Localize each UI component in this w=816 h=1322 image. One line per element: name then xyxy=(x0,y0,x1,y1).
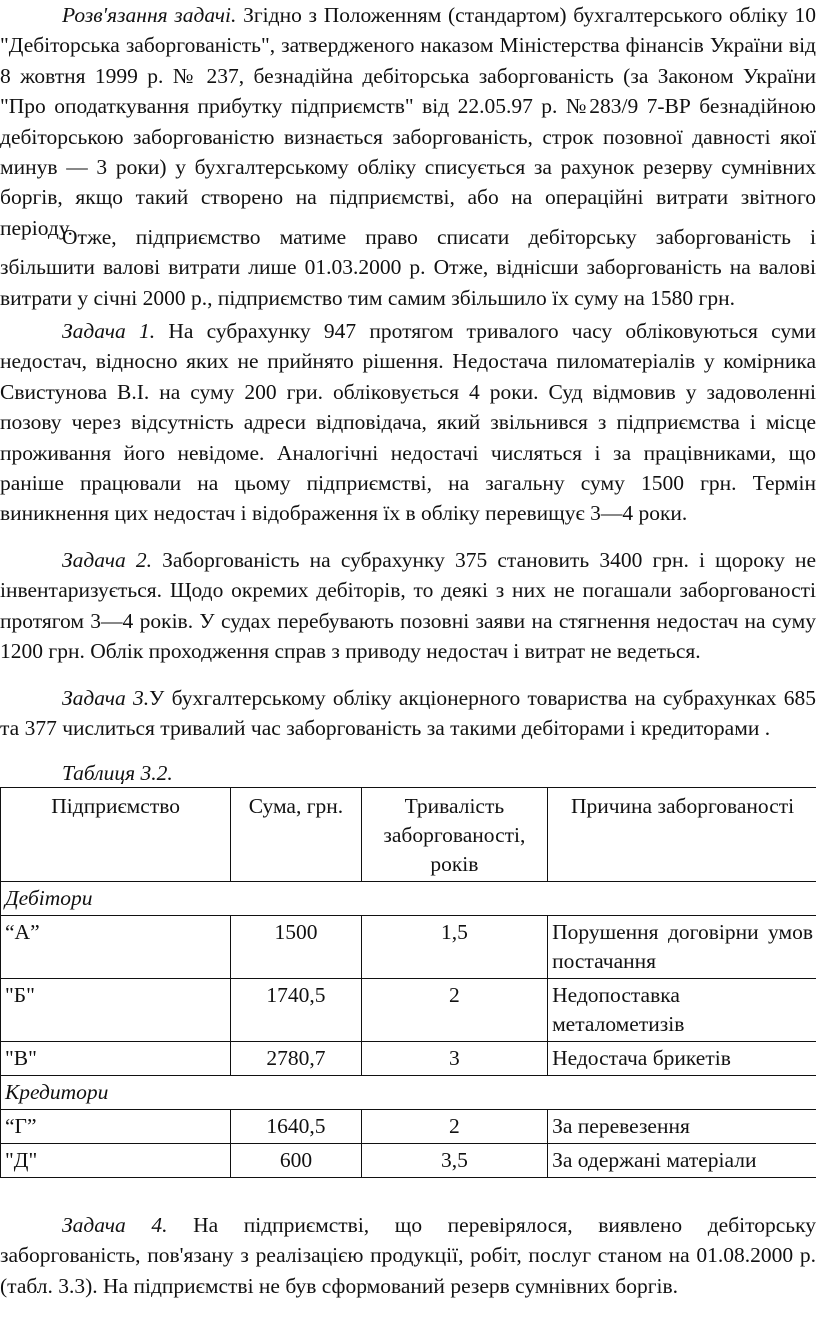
group-label-creditors: Кредитори xyxy=(1,1076,816,1110)
cell-enterprise: "Д" xyxy=(1,1144,231,1178)
cell-enterprise: “Г” xyxy=(1,1110,231,1144)
task1-text: На субрахунку 947 протягом тривалого часу обліковуються суми недостач, відносно яких не прийнято рішення. Недостача пиломатеріалів у комірника Свистунова В.І. на суму 200 гри. обліковується 4 роки. Суд відмовив у задоволенні позову через відсутність адреси відповідача, який звільнився з підприємства і місце проживання його невідоме. Аналогічні недостачі числяться і за працівниками, що раніше працювали на цьому підприємстві, на загальну суму 1500 грн. Термін виникнення цих недостач і відображення їх в обліку перевищує 3—4 роки. xyxy=(0,319,816,526)
cell-sum: 1640,5 xyxy=(231,1110,361,1144)
header-reason: Причина заборгованості xyxy=(548,788,816,882)
cell-sum: 1500 xyxy=(231,916,361,979)
cell-sum: 2780,7 xyxy=(231,1042,361,1076)
table-row xyxy=(1,1110,816,1144)
solution-label: Розв'язання задачі. xyxy=(62,3,237,27)
cell-reason: Недопоставка металометизів xyxy=(548,979,816,1042)
table-header-row xyxy=(1,788,816,882)
group-row-debtors xyxy=(1,882,816,916)
task2-paragraph xyxy=(0,545,816,667)
header-enterprise: Підприємство xyxy=(1,788,231,882)
solution-paragraph xyxy=(0,0,816,243)
cell-years: 3,5 xyxy=(361,1144,547,1178)
task1-label: Задача 1. xyxy=(62,319,156,343)
header-duration: Тривалість заборгованості, років xyxy=(361,788,547,882)
solution-text: Згідно з Положенням (стандартом) бухгалтерського обліку 10 "Дебіторська заборгованість", затвердженого наказом Міністерства фінансів України від 8 жовтня 1999 р. № 237, безнадійна дебіторська заборгованість (за Законом України "Про оподаткування прибутку підприємств" від 22.05.97 р. №283/9 7-ВР безнадійною дебіторською заборгованістю визнається заборгованість, строк позовної давності якої минув — 3 роки) у бухгалтерському обліку списується за рахунок резерву сумнівних боргів, якщо такий створено на підприємстві, або на операційні витрати звітного періоду. xyxy=(0,3,816,240)
cell-reason: Порушення договірни умов постачання xyxy=(548,916,816,979)
task3-text: У бухгалтерському обліку акціонерного товариства на субрахунках 685 та 377 числиться тривалий час заборгованість за такими дебіторами і кредиторами . xyxy=(0,686,816,741)
cell-enterprise: "В" xyxy=(1,1042,231,1076)
cell-reason: Недостача брикетів xyxy=(548,1042,816,1076)
group-label-debtors: Дебітори xyxy=(1,882,816,916)
task4-text: На підприємстві, що перевірялося, виявлено дебіторську заборгованість, пов'язану з реалізацією продукції, робіт, послуг станом на 01.08.2000 р. (табл. 3.3). На підприємстві не був сформований резерв сумнівних боргів. xyxy=(0,1213,816,1298)
group-row-creditors xyxy=(1,1076,816,1110)
task2-label: Задача 2. xyxy=(62,548,152,572)
cell-years: 2 xyxy=(361,979,547,1042)
cell-reason: За одержані матеріали xyxy=(548,1144,816,1178)
table-caption: Таблиця 3.2. xyxy=(62,761,173,785)
task3-label: Задача 3. xyxy=(62,686,150,710)
cell-years: 3 xyxy=(361,1042,547,1076)
table-row xyxy=(1,1042,816,1076)
conclusion-paragraph: Отже, підприємство матиме право списати дебіторську заборгованість і збільшити валові витрати лише 01.03.2000 р. Отже, віднісши заборгованість на валові витрати у січні 2000 р., підприємство тим самим збільшило їх суму на 1580 грн. xyxy=(0,225,816,310)
cell-sum: 600 xyxy=(231,1144,361,1178)
debt-table xyxy=(0,787,816,1178)
cell-reason: За перевезення xyxy=(548,1110,816,1144)
task4-paragraph xyxy=(0,1210,816,1301)
table-row xyxy=(1,1144,816,1178)
task2-text: Заборгованість на субрахунку 375 становить 3400 грн. і щороку не інвентаризується. Щодо окремих дебіторів, то деякі з них не погашали заборгованості протягом 3—4 років. У судах перебувають позовні заяви на стягнення недостач на суму 1200 грн. Облік проходження справ з приводу недостач і витрат не ведеться. xyxy=(0,548,816,664)
cell-enterprise: “А” xyxy=(1,916,231,979)
cell-years: 1,5 xyxy=(361,916,547,979)
table-row xyxy=(1,916,816,979)
task1-paragraph xyxy=(0,316,816,529)
cell-enterprise: "Б" xyxy=(1,979,231,1042)
task3-paragraph xyxy=(0,683,816,744)
header-sum: Сума, грн. xyxy=(231,788,361,882)
table-row xyxy=(1,979,816,1042)
task4-label: Задача 4. xyxy=(62,1213,168,1237)
cell-years: 2 xyxy=(361,1110,547,1144)
cell-sum: 1740,5 xyxy=(231,979,361,1042)
